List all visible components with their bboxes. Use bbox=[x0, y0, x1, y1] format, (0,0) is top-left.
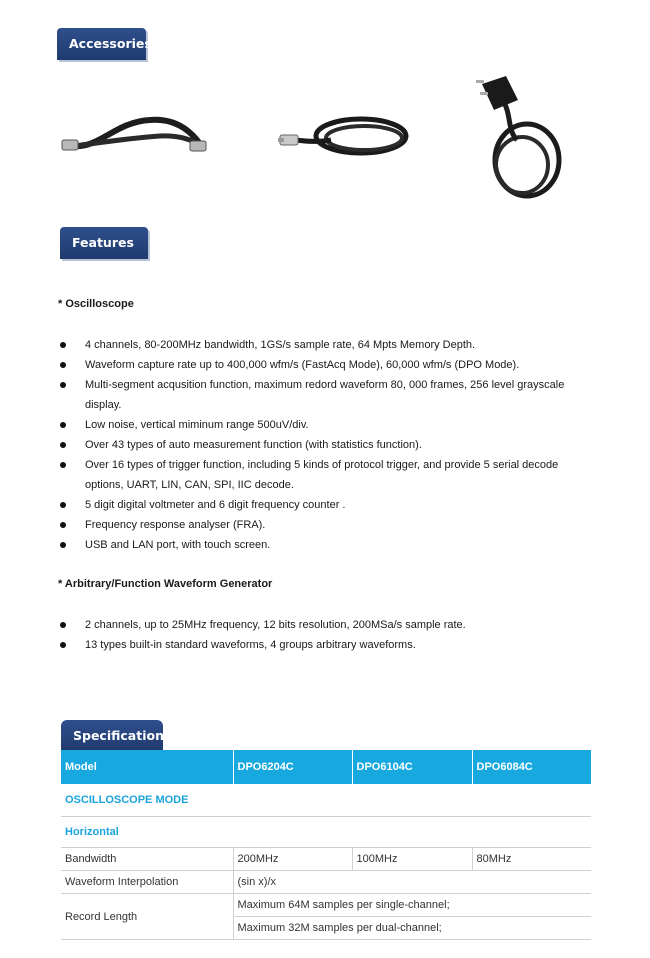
spec-table bbox=[61, 750, 592, 940]
header-model: Model bbox=[61, 750, 233, 784]
bandwidth-value-2: 100MHz bbox=[352, 848, 472, 871]
list-item: Waveform capture rate up to 400,000 wfm/s (FastAcq Mode), 60,000 wfm/s (DPO Mode). bbox=[58, 355, 598, 375]
list-item: 5 digit digital voltmeter and 6 digit frequency counter . bbox=[58, 495, 598, 515]
interpolation-value: (sin x)/x bbox=[233, 871, 591, 894]
list-item: Over 16 types of trigger function, including 5 kinds of protocol trigger, and provide 5 serial decode options, UART, LIN, CAN, SPI, IIC decode. bbox=[58, 455, 598, 495]
table-row bbox=[61, 784, 591, 817]
list-item: Frequency response analyser (FRA). bbox=[58, 515, 598, 535]
list-item: Over 43 types of auto measurement function (with statistics function). bbox=[58, 435, 598, 455]
list-item: 13 types built-in standard waveforms, 4 groups arbitrary waveforms. bbox=[58, 635, 598, 655]
list-item: 4 channels, 80-200MHz bandwidth, 1GS/s sample rate, 64 Mpts Memory Depth. bbox=[58, 335, 598, 355]
table-header-row bbox=[61, 750, 591, 784]
bnc-cable-image bbox=[60, 112, 210, 162]
table-row bbox=[61, 894, 591, 917]
list-item: USB and LAN port, with touch screen. bbox=[58, 535, 598, 555]
power-cord-image bbox=[472, 70, 568, 202]
specification-tab: Specification bbox=[61, 720, 163, 751]
interpolation-label: Waveform Interpolation bbox=[61, 871, 233, 894]
accessories-tab: Accessories bbox=[57, 28, 146, 60]
usb-cable-image bbox=[276, 112, 416, 160]
record-length-label: Record Length bbox=[61, 894, 233, 940]
table-row bbox=[61, 817, 591, 848]
header-dpo6204c: DPO6204C bbox=[233, 750, 352, 784]
table-row bbox=[61, 848, 591, 871]
horizontal-label: Horizontal bbox=[61, 817, 591, 848]
bandwidth-label: Bandwidth bbox=[61, 848, 233, 871]
record-length-line-1: Maximum 64M samples per single-channel; bbox=[233, 894, 591, 917]
header-dpo6104c: DPO6104C bbox=[352, 750, 472, 784]
header-dpo6084c: DPO6084C bbox=[472, 750, 591, 784]
list-item: Low noise, vertical miminum range 500uV/div. bbox=[58, 415, 598, 435]
oscilloscope-heading: * Oscilloscope bbox=[58, 298, 134, 310]
bandwidth-value-1: 200MHz bbox=[233, 848, 352, 871]
list-item: 2 channels, up to 25MHz frequency, 12 bits resolution, 200MSa/s sample rate. bbox=[58, 615, 598, 635]
table-row bbox=[61, 871, 591, 894]
oscilloscope-feature-list bbox=[58, 335, 598, 555]
bandwidth-value-3: 80MHz bbox=[472, 848, 591, 871]
generator-feature-list bbox=[58, 615, 598, 655]
oscilloscope-mode-label: OSCILLOSCOPE MODE bbox=[61, 784, 591, 817]
list-item: Multi-segment acqusition function, maximum redord waveform 80, 000 frames, 256 level grayscale display. bbox=[58, 375, 598, 415]
features-tab: Features bbox=[60, 227, 148, 259]
generator-heading: * Arbitrary/Function Waveform Generator bbox=[58, 578, 273, 590]
record-length-line-2: Maximum 32M samples per dual-channel; bbox=[233, 917, 591, 940]
